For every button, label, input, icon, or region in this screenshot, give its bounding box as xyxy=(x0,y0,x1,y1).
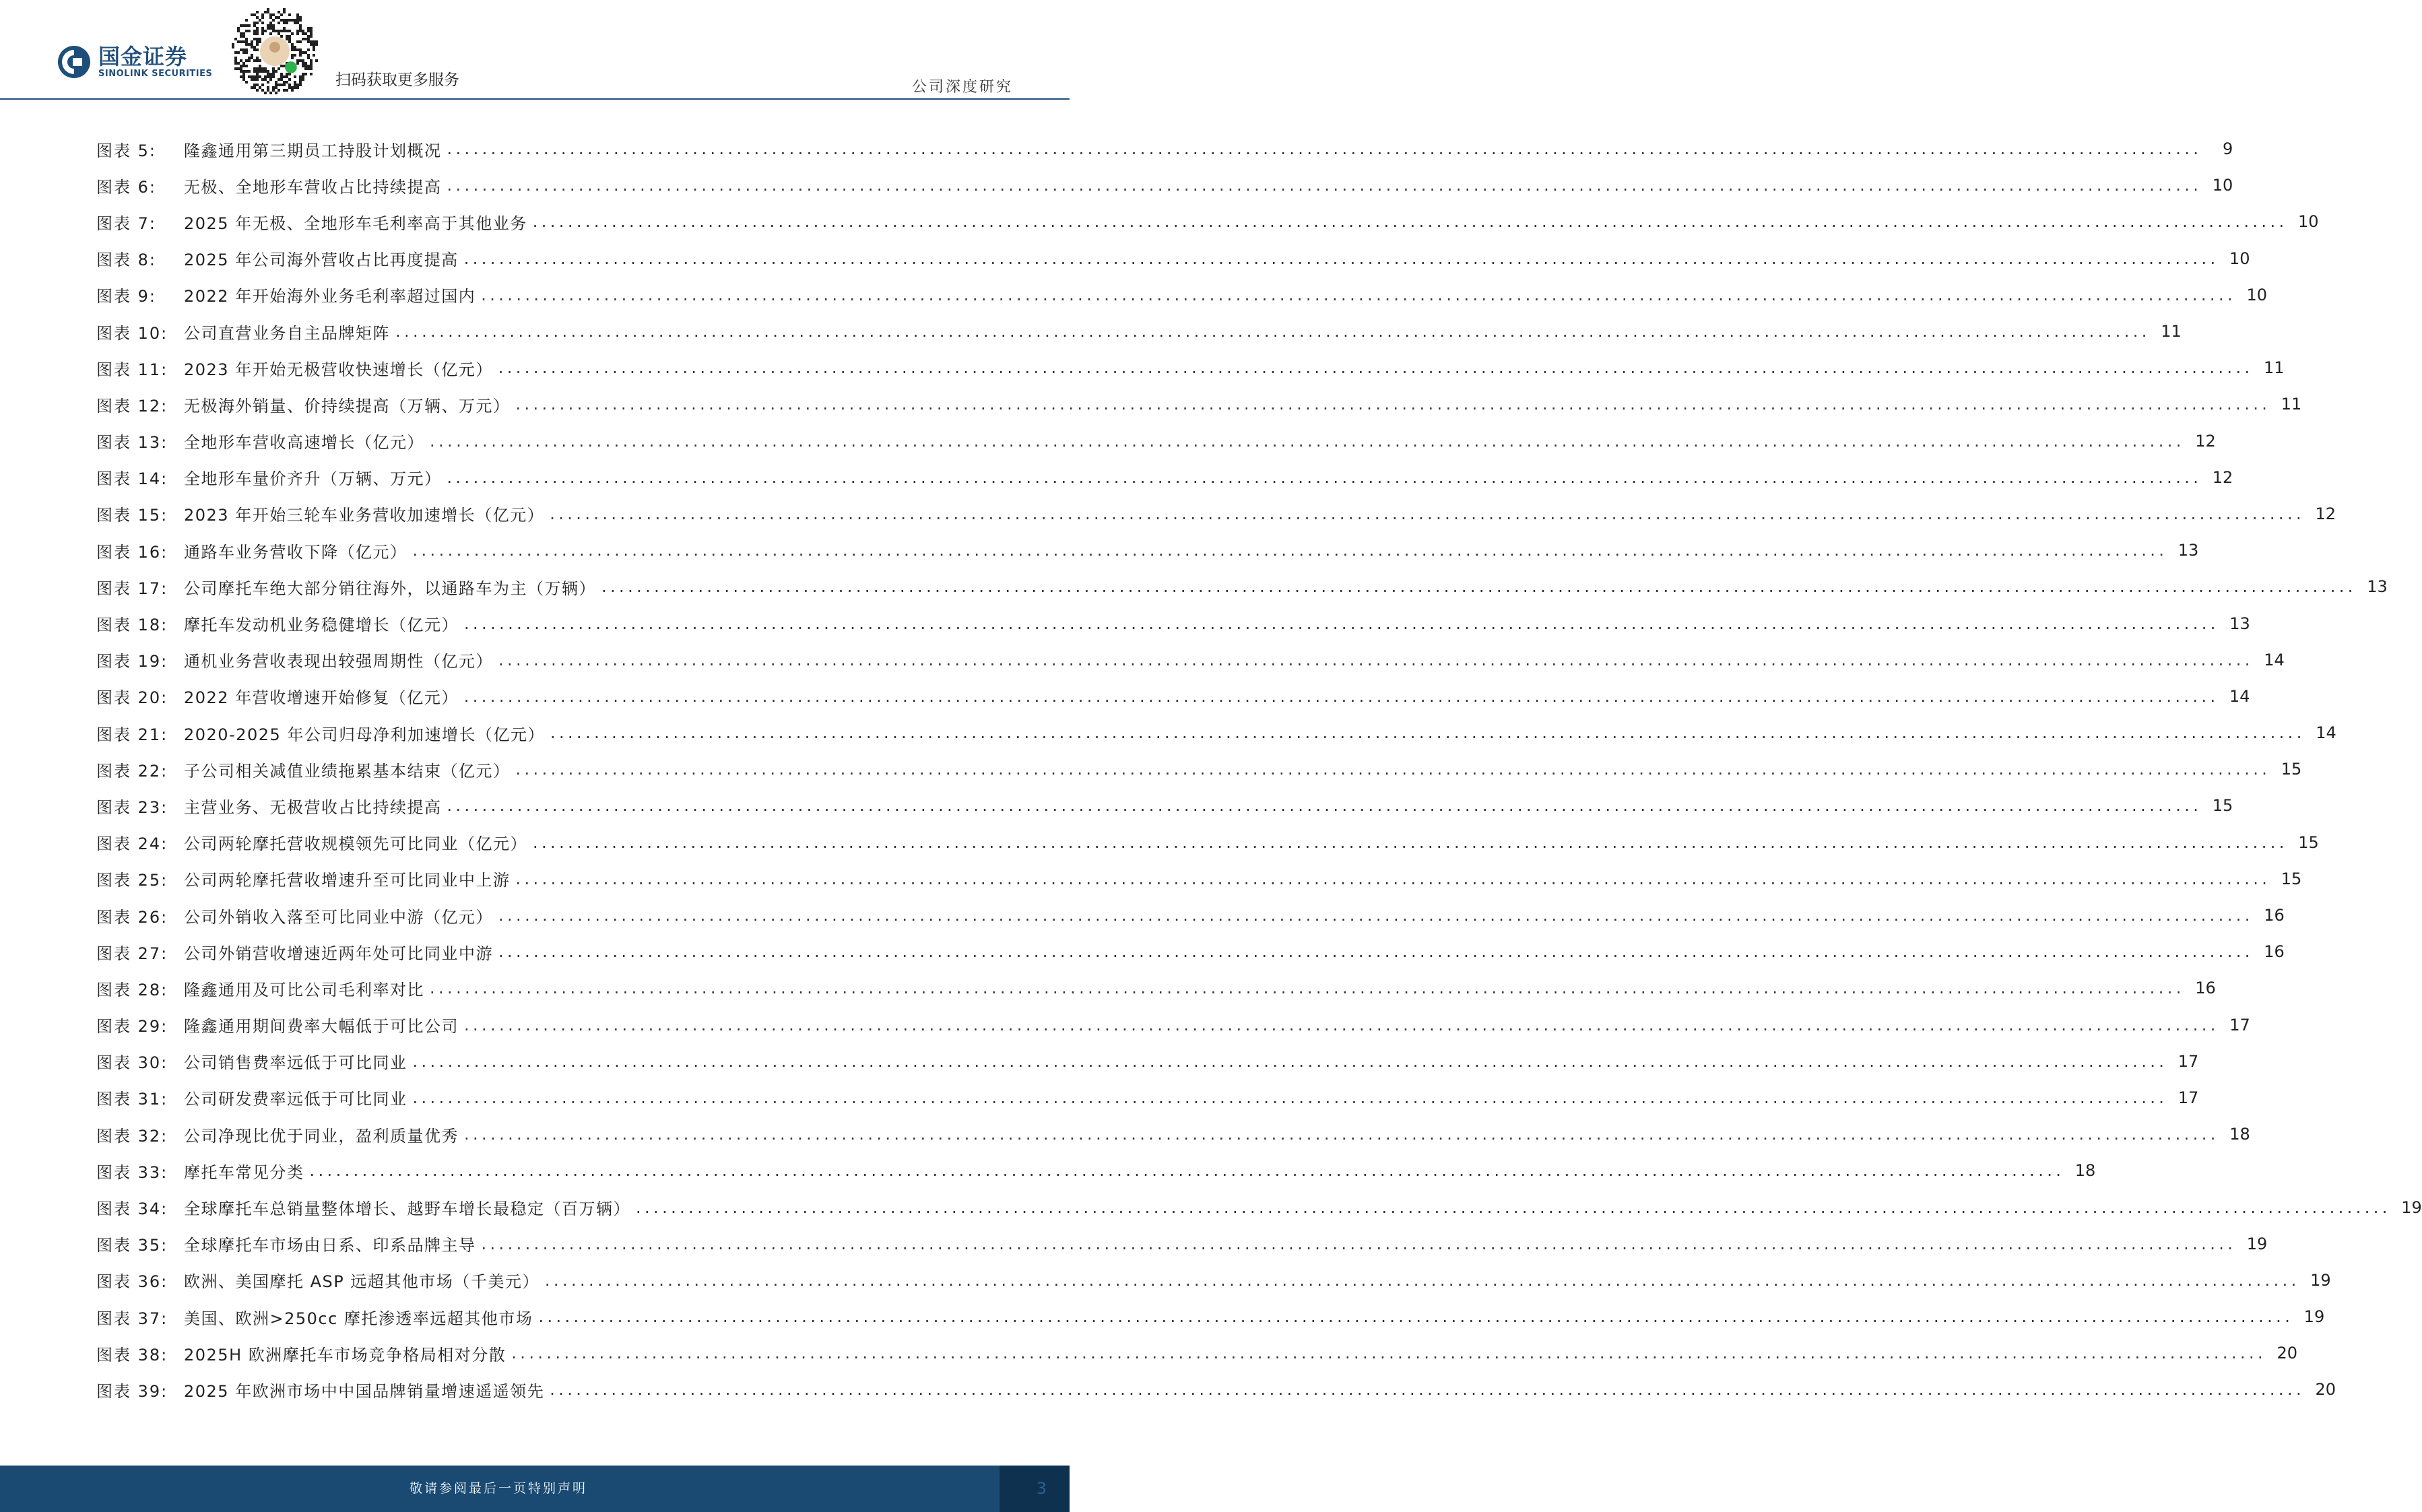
toc-entry-page: 14 xyxy=(2229,686,2250,706)
toc-leader-dots: ........................................................................................................................................................................................................ xyxy=(481,285,2236,304)
toc-leader-dots: ........................................................................................................................................................................................................ xyxy=(430,431,2185,451)
figure-list xyxy=(96,131,2422,1408)
toc-entry-page: 12 xyxy=(2315,504,2336,523)
header-divider xyxy=(0,98,1070,100)
toc-entry-page: 14 xyxy=(2316,723,2336,743)
toc-entry-page: 9 xyxy=(2223,139,2233,159)
toc-entry-label: 图表 7: xyxy=(96,213,156,233)
toc-entry-page: 16 xyxy=(2195,979,2216,998)
toc-leader-dots: ........................................................................................................................................................................................................ xyxy=(533,832,2288,852)
page-number-box xyxy=(1000,1466,1070,1512)
toc-entry-label: 图表 28: xyxy=(96,980,168,999)
toc-leader-dots: ........................................................................................................................................................................................................ xyxy=(550,504,2305,523)
toc-entry-label: 图表 27: xyxy=(96,944,168,963)
toc-entry-label: 图表 36: xyxy=(96,1272,168,1292)
toc-entry-page: 17 xyxy=(2178,1088,2199,1107)
toc-entry-page: 10 xyxy=(2229,249,2250,268)
toc-leader-dots: ........................................................................................................................................................................................................ xyxy=(464,1015,2219,1034)
toc-entry-title: 公司销售费率远低于可比同业 xyxy=(184,1053,407,1073)
toc-entry-title: 通机业务营收表现出较强周期性（亿元） xyxy=(184,652,493,671)
toc-entry[interactable] xyxy=(96,678,2250,715)
toc-entry-page: 19 xyxy=(2303,1307,2325,1327)
toc-leader-dots: ........................................................................................................................................................................................................ xyxy=(498,650,2254,669)
toc-entry-title: 欧洲、美国摩托 ASP 远超其他市场（千美元） xyxy=(184,1272,539,1292)
toc-entry-page: 10 xyxy=(2246,285,2267,304)
toc-entry-page: 15 xyxy=(2298,832,2319,852)
toc-entry-label: 图表 11: xyxy=(96,360,168,379)
toc-entry[interactable] xyxy=(96,240,2250,277)
logo-name-cn: 国金证券 xyxy=(98,44,188,69)
disclaimer-note: 敬请参阅最后一页特别声明 xyxy=(409,1481,587,1496)
toc-entry[interactable] xyxy=(96,751,2302,787)
toc-entry[interactable] xyxy=(96,1335,2298,1371)
toc-entry-label: 图表 5: xyxy=(96,141,156,160)
toc-entry-title: 2025 年公司海外营收占比再度提高 xyxy=(184,251,459,270)
toc-entry-title: 2022 年营收增速开始修复（亿元） xyxy=(184,688,459,708)
toc-entry-label: 图表 17: xyxy=(96,579,168,598)
toc-leader-dots: ........................................................................................................................................................................................................ xyxy=(532,212,2288,232)
toc-leader-dots: ........................................................................................................................................................................................................ xyxy=(550,1380,2305,1400)
toc-entry[interactable] xyxy=(96,1226,2268,1262)
toc-leader-dots: ........................................................................................................................................................................................................ xyxy=(464,614,2219,633)
toc-leader-dots: ........................................................................................................................................................................................................ xyxy=(498,906,2254,925)
toc-leader-dots: ........................................................................................................................................................................................................ xyxy=(430,979,2185,998)
toc-entry[interactable] xyxy=(96,423,2216,459)
toc-leader-dots: ........................................................................................................................................................................................................ xyxy=(463,686,2219,706)
toc-entry[interactable] xyxy=(96,1189,2422,1225)
toc-entry-title: 全球摩托车市场由日系、印系品牌主导 xyxy=(184,1236,476,1255)
toc-entry[interactable] xyxy=(96,459,2233,496)
toc-entry[interactable] xyxy=(96,350,2285,386)
toc-entry-page: 14 xyxy=(2264,650,2285,669)
toc-entry-label: 图表 21: xyxy=(96,725,168,744)
toc-entry-label: 图表 13: xyxy=(96,433,168,453)
toc-entry[interactable] xyxy=(96,933,2285,970)
sinolink-logo-icon xyxy=(57,44,92,79)
toc-leader-dots: ........................................................................................................................................................................................................ xyxy=(412,1088,2168,1107)
toc-leader-dots: ........................................................................................................................................................................................................ xyxy=(447,176,2202,195)
toc-entry-page: 15 xyxy=(2281,760,2302,779)
toc-entry[interactable] xyxy=(96,787,2233,824)
toc-entry-title: 全球摩托车总销量整体增长、越野车增长最稳定（百万辆） xyxy=(184,1199,630,1219)
toc-entry-page: 20 xyxy=(2277,1344,2298,1363)
toc-entry-title: 公司摩托车绝大部分销往海外，以通路车为主（万辆） xyxy=(184,579,596,598)
toc-entry-title: 公司两轮摩托营收规模领先可比同业（亿元） xyxy=(184,834,527,854)
toc-entry-label: 图表 37: xyxy=(96,1309,168,1328)
toc-leader-dots: ........................................................................................................................................................................................................ xyxy=(309,1161,2065,1181)
toc-entry-title: 2025 年无极、全地形车毛利率高于其他业务 xyxy=(184,213,527,233)
toc-entry-label: 图表 39: xyxy=(96,1381,168,1401)
toc-entry-page: 12 xyxy=(2212,467,2233,487)
toc-entry-label: 图表 34: xyxy=(96,1199,168,1219)
toc-entry-title: 摩托车发动机业务稳健增长（亿元） xyxy=(184,616,459,635)
toc-entry-page: 18 xyxy=(2229,1125,2250,1144)
toc-leader-dots: ........................................................................................................................................................................................................ xyxy=(447,139,2202,159)
toc-entry-page: 11 xyxy=(2161,322,2182,341)
toc-entry-label: 图表 20: xyxy=(96,688,168,708)
toc-entry-title: 2023 年开始无极营收快速增长（亿元） xyxy=(184,360,493,379)
toc-entry[interactable] xyxy=(96,167,2233,203)
toc-leader-dots: ........................................................................................................................................................................................................ xyxy=(515,869,2271,888)
toc-leader-dots: ........................................................................................................................................................................................................ xyxy=(395,322,2151,341)
toc-entry[interactable] xyxy=(96,970,2216,1006)
toc-entry-page: 13 xyxy=(2229,614,2250,633)
toc-entry-label: 图表 23: xyxy=(96,797,168,817)
toc-entry[interactable] xyxy=(96,277,2267,313)
toc-entry-title: 2025 年欧洲市场中中国品牌销量增速遥遥领先 xyxy=(184,1381,545,1401)
toc-entry-page: 12 xyxy=(2195,431,2216,451)
toc-leader-dots: ........................................................................................................................................................................................................ xyxy=(447,796,2202,816)
logo-wordmark xyxy=(98,44,212,79)
toc-leader-dots: ........................................................................................................................................................................................................ xyxy=(498,942,2254,962)
toc-entry[interactable] xyxy=(96,1007,2250,1043)
toc-entry-label: 图表 29: xyxy=(96,1017,168,1037)
toc-leader-dots: ........................................................................................................................................................................................................ xyxy=(498,358,2254,378)
toc-entry-page: 13 xyxy=(2178,541,2199,560)
toc-entry[interactable] xyxy=(96,1152,2096,1189)
toc-entry[interactable] xyxy=(96,1299,2325,1335)
toc-entry-title: 隆鑫通用及可比公司毛利率对比 xyxy=(184,980,424,999)
toc-entry-title: 全地形车量价齐升（万辆、万元） xyxy=(184,469,442,489)
toc-leader-dots: ........................................................................................................................................................................................................ xyxy=(636,1197,2391,1217)
toc-entry-title: 通路车业务营收下降（亿元） xyxy=(184,542,407,562)
toc-entry-page: 13 xyxy=(2367,577,2388,597)
toc-entry-label: 图表 15: xyxy=(96,506,168,525)
toc-entry-label: 图表 8: xyxy=(96,251,156,270)
toc-entry-label: 图表 32: xyxy=(96,1126,168,1146)
toc-leader-dots: ........................................................................................................................................................................................................ xyxy=(511,1344,2267,1363)
toc-entry-page: 16 xyxy=(2264,942,2285,962)
toc-entry-title: 摩托车常见分类 xyxy=(184,1162,304,1182)
toc-entry-page: 16 xyxy=(2264,906,2285,925)
toc-leader-dots: ........................................................................................................................................................................................................ xyxy=(515,395,2271,414)
toc-entry[interactable] xyxy=(96,861,2302,897)
toc-entry-label: 图表 38: xyxy=(96,1345,168,1365)
toc-leader-dots: ........................................................................................................................................................................................................ xyxy=(447,467,2202,487)
toc-leader-dots: ........................................................................................................................................................................................................ xyxy=(550,723,2305,743)
toc-entry-title: 2022 年开始海外业务毛利率超过国内 xyxy=(184,287,476,306)
toc-entry-title: 无极、全地形车营收占比持续提高 xyxy=(184,177,442,197)
toc-entry-page: 15 xyxy=(2281,869,2302,888)
toc-entry-label: 图表 16: xyxy=(96,542,168,562)
toc-entry[interactable] xyxy=(96,642,2285,678)
toc-entry-page: 11 xyxy=(2263,358,2285,378)
toc-entry-title: 隆鑫通用期间费率大幅低于可比公司 xyxy=(184,1017,459,1037)
toc-entry-label: 图表 10: xyxy=(96,323,168,343)
toc-entry-title: 2020-2025 年公司归母净利加速增长（亿元） xyxy=(184,725,545,744)
toc-entry[interactable] xyxy=(96,532,2199,568)
qr-caption: 扫码获取更多服务 xyxy=(335,71,459,89)
toc-entry-title: 公司外销营收增速近两年处可比同业中游 xyxy=(184,944,493,963)
toc-entry-label: 图表 24: xyxy=(96,834,168,854)
toc-entry-page: 20 xyxy=(2315,1380,2336,1400)
toc-entry-label: 图表 26: xyxy=(96,907,168,927)
toc-entry[interactable] xyxy=(96,824,2319,861)
toc-leader-dots: ........................................................................................................................................................................................................ xyxy=(412,1051,2168,1071)
toc-entry-label: 图表 14: xyxy=(96,469,168,489)
toc-entry-label: 图表 12: xyxy=(96,396,168,416)
toc-entry-label: 图表 9: xyxy=(96,287,156,306)
toc-entry-title: 全地形车营收高速增长（亿元） xyxy=(184,433,424,453)
toc-entry-title: 无极海外销量、价持续提高（万辆、万元） xyxy=(184,396,511,416)
toc-entry[interactable] xyxy=(96,605,2250,641)
toc-leader-dots: ........................................................................................................................................................................................................ xyxy=(601,577,2357,597)
toc-entry[interactable] xyxy=(96,1262,2331,1299)
toc-entry[interactable] xyxy=(96,313,2182,350)
toc-entry-title: 子公司相关减值业绩拖累基本结束（亿元） xyxy=(184,761,511,781)
toc-entry-title: 公司直营业务自主品牌矩阵 xyxy=(184,323,390,343)
toc-leader-dots: ........................................................................................................................................................................................................ xyxy=(412,541,2168,560)
toc-entry[interactable] xyxy=(96,1371,2336,1408)
toc-leader-dots: ........................................................................................................................................................................................................ xyxy=(515,760,2271,779)
toc-entry-label: 图表 35: xyxy=(96,1236,168,1255)
toc-entry-title: 2023 年开始三轮车业务营收加速增长（亿元） xyxy=(184,506,545,525)
toc-entry-label: 图表 33: xyxy=(96,1162,168,1182)
toc-entry-label: 图表 31: xyxy=(96,1090,168,1109)
toc-entry-title: 隆鑫通用第三期员工持股计划概况 xyxy=(184,141,442,160)
toc-entry-page: 19 xyxy=(2310,1270,2331,1290)
toc-entry[interactable] xyxy=(96,1116,2250,1152)
toc-entry-title: 2025H 欧洲摩托车市场竞争格局相对分散 xyxy=(184,1345,506,1365)
toc-entry-page: 17 xyxy=(2178,1051,2199,1071)
toc-entry-title: 公司研发费率远低于可比同业 xyxy=(184,1090,407,1109)
toc-entry-title: 公司外销收入落至可比同业中游（亿元） xyxy=(184,907,493,927)
company-logo[interactable] xyxy=(57,42,212,82)
toc-leader-dots: ........................................................................................................................................................................................................ xyxy=(464,1125,2219,1144)
toc-entry[interactable] xyxy=(96,568,2388,605)
qr-code-icon[interactable] xyxy=(232,8,318,94)
toc-entry-page: 17 xyxy=(2229,1015,2250,1034)
toc-entry-label: 图表 19: xyxy=(96,652,168,671)
page-header xyxy=(0,0,1070,101)
toc-entry[interactable] xyxy=(96,386,2302,422)
toc-entry-page: 15 xyxy=(2212,796,2233,816)
logo-name-en: SINOLINK SECURITIES xyxy=(98,69,213,79)
toc-leader-dots: ........................................................................................................................................................................................................ xyxy=(538,1307,2294,1327)
page-number: 3 xyxy=(1036,1479,1047,1498)
toc-entry-title: 主营业务、无极营收占比持续提高 xyxy=(184,797,442,817)
toc-leader-dots: ........................................................................................................................................................................................................ xyxy=(544,1270,2300,1290)
toc-entry-title: 公司两轮摩托营收增速升至可比同业中上游 xyxy=(184,871,511,890)
report-type-label: 公司深度研究 xyxy=(911,79,1013,96)
toc-entry[interactable] xyxy=(96,131,2233,167)
toc-entry-page: 10 xyxy=(2212,176,2233,195)
toc-entry[interactable] xyxy=(96,1043,2199,1080)
toc-entry[interactable] xyxy=(96,203,2319,240)
toc-entry[interactable] xyxy=(96,1080,2199,1116)
toc-leader-dots: ........................................................................................................................................................................................................ xyxy=(463,249,2219,268)
toc-entry-label: 图表 30: xyxy=(96,1053,168,1073)
page-footer xyxy=(0,1466,1070,1512)
toc-entry-page: 19 xyxy=(2246,1234,2268,1253)
toc-entry-label: 图表 6: xyxy=(96,177,156,197)
toc-entry-title: 美国、欧洲>250cc 摩托渗透率远超其他市场 xyxy=(184,1309,533,1328)
toc-entry-page: 10 xyxy=(2297,212,2319,232)
toc-leader-dots: ........................................................................................................................................................................................................ xyxy=(481,1234,2237,1253)
toc-entry-page: 19 xyxy=(2401,1197,2422,1217)
toc-entry-page: 11 xyxy=(2281,395,2302,414)
toc-entry[interactable] xyxy=(96,715,2336,751)
toc-entry-page: 18 xyxy=(2074,1161,2096,1181)
toc-entry[interactable] xyxy=(96,496,2336,532)
toc-entry-title: 公司净现比优于同业，盈利质量优秀 xyxy=(184,1126,459,1146)
toc-entry-label: 图表 18: xyxy=(96,616,168,635)
toc-entry-label: 图表 25: xyxy=(96,871,168,890)
toc-entry-label: 图表 22: xyxy=(96,761,168,781)
toc-entry[interactable] xyxy=(96,897,2285,933)
